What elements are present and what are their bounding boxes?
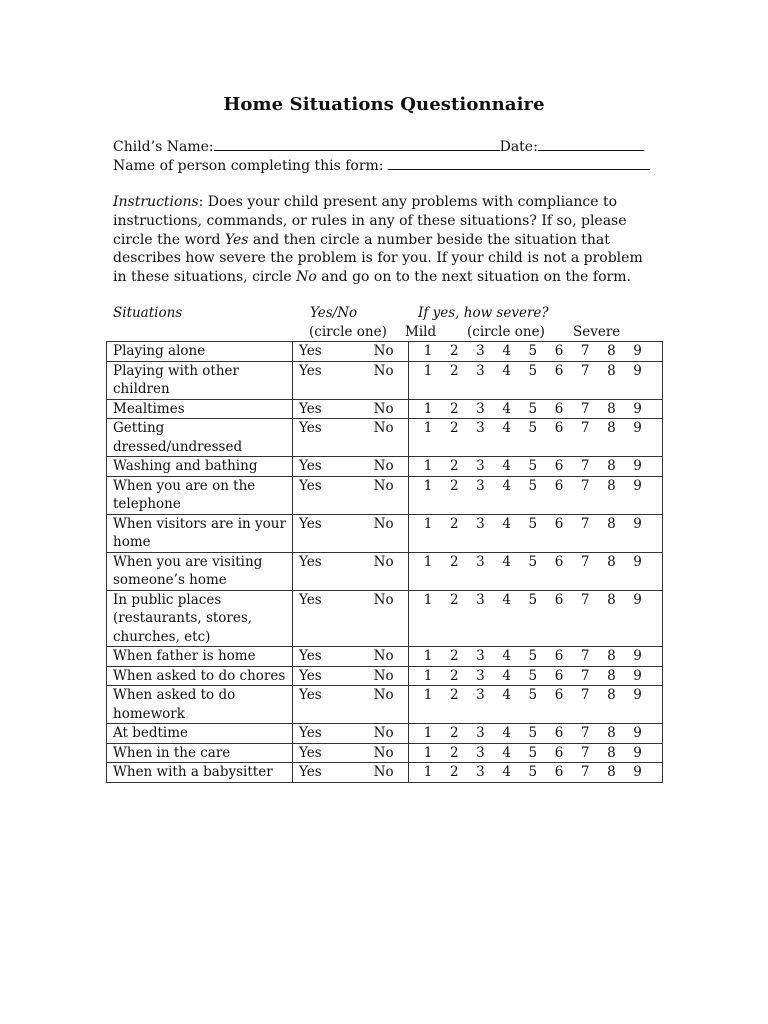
no-option[interactable]: No [373,515,394,532]
table-row [107,763,663,783]
severity-option[interactable]: 4 [502,343,511,359]
severity-option[interactable]: 3 [476,515,485,532]
severity-option[interactable]: 6 [554,515,564,532]
situation-cell: When visitors are in your home [107,514,293,552]
severity-option[interactable]: 2 [449,343,459,359]
severity-option[interactable]: 1 [423,667,433,684]
child-name-line [113,138,644,155]
severity-option[interactable]: 4 [502,667,511,684]
severity-option[interactable]: 4 [502,515,511,532]
yes-no-cell [293,476,409,514]
severity-option[interactable]: 8 [607,400,616,417]
yes-no-cell [293,647,409,667]
severity-option[interactable]: 5 [528,648,538,664]
severity-cell [409,590,663,647]
severity-cell [409,724,663,744]
severity-option[interactable]: 7 [580,477,590,494]
severity-option[interactable]: 7 [580,591,590,608]
severity-option[interactable]: 5 [528,744,538,761]
completer-name-field[interactable] [388,157,650,170]
yes-option[interactable]: Yes [299,648,322,664]
header-circle-one-severity: (circle one) [467,324,545,340]
yes-option[interactable]: Yes [299,343,322,359]
situation-cell: Mealtimes [107,399,293,419]
header-severe: Severe [573,324,621,340]
severity-option[interactable]: 5 [528,687,538,703]
severity-option[interactable]: 1 [423,515,433,532]
severity-option[interactable]: 3 [476,420,485,436]
severity-option[interactable]: 8 [607,458,616,474]
header-yes-no: Yes/No [310,305,358,321]
severity-option[interactable]: 7 [580,667,590,684]
severity-cell [409,647,663,667]
no-option[interactable]: No [373,343,394,359]
yes-option[interactable]: Yes [299,553,322,570]
header-mild: Mild [405,324,437,340]
severity-option[interactable]: 4 [502,400,511,417]
severity-option[interactable]: 9 [633,477,642,494]
severity-option[interactable]: 2 [449,362,459,379]
situation-cell: At bedtime [107,724,293,744]
severity-option[interactable]: 1 [423,764,433,780]
severity-cell [409,763,663,783]
severity-option[interactable]: 3 [476,458,485,474]
severity-option[interactable]: 6 [554,667,564,684]
instructions [113,193,658,287]
table-row [107,342,663,362]
table-row [107,666,663,686]
severity-option[interactable]: 9 [633,744,642,761]
severity-option[interactable]: 5 [528,477,538,494]
severity-option[interactable]: 2 [449,458,459,474]
date-label: Date: [499,139,538,155]
severity-option[interactable]: 4 [502,764,511,780]
yes-no-cell [293,552,409,590]
severity-option[interactable]: 9 [633,362,642,379]
severity-option[interactable]: 1 [423,725,433,741]
severity-option[interactable]: 8 [607,477,616,494]
no-option[interactable]: No [373,648,394,664]
completer-label: Name of person completing this form: [113,158,384,174]
severity-option[interactable]: 9 [633,515,642,532]
situation-cell: Washing and bathing [107,457,293,477]
severity-option[interactable]: 2 [449,648,459,664]
severity-option[interactable]: 5 [528,420,538,436]
severity-option[interactable]: 2 [449,515,459,532]
severity-option[interactable]: 6 [554,477,564,494]
severity-option[interactable]: 7 [580,725,590,741]
severity-option[interactable]: 5 [528,764,538,780]
yes-no-cell [293,763,409,783]
situation-cell: When asked to do chores [107,666,293,686]
yes-option[interactable]: Yes [299,400,322,417]
severity-option[interactable]: 1 [423,420,433,436]
severity-option[interactable]: 8 [607,648,616,664]
severity-option[interactable]: 2 [449,667,459,684]
severity-option[interactable]: 5 [528,362,538,379]
severity-option[interactable]: 6 [554,362,564,379]
severity-option[interactable]: 2 [449,725,459,741]
table-row [107,647,663,667]
severity-cell [409,552,663,590]
completer-line [113,157,650,174]
severity-option[interactable]: 1 [423,591,433,608]
severity-option[interactable]: 9 [633,458,642,474]
severity-option[interactable]: 1 [423,477,433,494]
severity-option[interactable]: 9 [633,725,642,741]
severity-cell [409,476,663,514]
table-row [107,457,663,477]
severity-option[interactable]: 5 [528,667,538,684]
severity-option[interactable]: 2 [449,764,459,780]
yes-option[interactable]: Yes [299,667,322,684]
severity-option[interactable]: 6 [554,343,564,359]
severity-cell [409,457,663,477]
severity-option[interactable]: 9 [633,343,642,359]
child-name-field[interactable] [214,138,500,151]
table-row [107,724,663,744]
yes-no-cell [293,457,409,477]
severity-option[interactable]: 4 [502,591,511,608]
severity-cell [409,419,663,457]
severity-cell [409,342,663,362]
situation-cell: When you are visiting someone’s home [107,552,293,590]
yes-no-cell [293,724,409,744]
table-row [107,361,663,399]
severity-option[interactable]: 6 [554,744,564,761]
no-option[interactable]: No [373,553,394,570]
table-row [107,743,663,763]
no-option[interactable]: No [373,362,394,379]
severity-option[interactable]: 3 [476,591,485,608]
severity-option[interactable]: 9 [633,591,642,608]
situation-cell: Playing with other children [107,361,293,399]
severity-option[interactable]: 4 [502,362,511,379]
severity-option[interactable]: 7 [580,458,590,474]
severity-option[interactable]: 4 [502,648,511,664]
severity-option[interactable]: 7 [580,553,590,570]
situation-cell: Getting dressed/undressed [107,419,293,457]
yes-no-cell [293,419,409,457]
yes-option[interactable]: Yes [299,764,322,780]
severity-option[interactable]: 9 [633,648,642,664]
severity-option[interactable]: 5 [528,515,538,532]
severity-option[interactable]: 4 [502,687,511,703]
severity-option[interactable]: 9 [633,687,642,703]
no-option[interactable]: No [373,764,394,780]
no-option[interactable]: No [373,667,394,684]
no-option[interactable]: No [373,458,394,474]
severity-option[interactable]: 3 [476,362,485,379]
yes-option[interactable]: Yes [299,477,322,494]
severity-cell [409,514,663,552]
severity-option[interactable]: 3 [476,343,485,359]
severity-option[interactable]: 3 [476,687,485,703]
instructions-text-1: : Does your child present any problems with compliance to instructions, commands, or rules in any of these situations? If so, please circle the word [113,194,627,248]
severity-option[interactable]: 6 [554,553,564,570]
no-option[interactable]: No [373,477,394,494]
severity-option[interactable]: 3 [476,725,485,741]
yes-option[interactable]: Yes [299,420,322,436]
severity-cell [409,666,663,686]
header-circle-one-yes-no: (circle one) [309,324,387,340]
severity-option[interactable]: 5 [528,343,538,359]
header-if-yes: If yes, how severe? [418,305,549,321]
severity-option[interactable]: 7 [580,648,590,664]
situations-table [106,341,663,783]
severity-option[interactable]: 3 [476,553,485,570]
severity-option[interactable]: 6 [554,458,564,474]
severity-option[interactable]: 1 [423,458,433,474]
no-option[interactable]: No [373,687,394,703]
severity-option[interactable]: 5 [528,458,538,474]
severity-option[interactable]: 4 [502,477,511,494]
severity-option[interactable]: 2 [449,477,459,494]
severity-option[interactable]: 7 [580,343,590,359]
instructions-no-word: No [296,269,317,286]
yes-no-cell [293,686,409,724]
severity-option[interactable]: 2 [449,400,459,417]
table-row [107,590,663,647]
severity-option[interactable]: 6 [554,591,564,608]
severity-option[interactable]: 4 [502,458,511,474]
yes-option[interactable]: Yes [299,515,322,532]
severity-option[interactable]: 4 [502,420,511,436]
instructions-text-3: and go on to the next situation on the form. [316,269,631,286]
severity-option[interactable]: 7 [580,687,590,703]
severity-option[interactable]: 6 [554,725,564,741]
severity-option[interactable]: 8 [607,515,616,532]
yes-option[interactable]: Yes [299,744,322,761]
severity-option[interactable]: 3 [476,477,485,494]
severity-option[interactable]: 1 [423,687,433,703]
severity-option[interactable]: 9 [633,764,642,780]
situation-cell: When you are on the telephone [107,476,293,514]
yes-no-cell [293,361,409,399]
severity-option[interactable]: 4 [502,553,511,570]
instructions-text-2: and then circle a number beside the situation that describes how severe the problem is for you. If your child is not a problem in these situations, circle [113,231,643,286]
severity-option[interactable]: 7 [580,515,590,532]
severity-option[interactable]: 3 [476,667,485,684]
situation-cell: When father is home [107,647,293,667]
yes-no-cell [293,342,409,362]
yes-option[interactable]: Yes [299,591,322,608]
severity-cell [409,399,663,419]
severity-option[interactable]: 8 [607,725,616,741]
severity-option[interactable]: 9 [633,667,642,684]
child-name-label: Child’s Name: [113,139,214,155]
severity-option[interactable]: 4 [502,725,511,741]
severity-option[interactable]: 6 [554,400,564,417]
severity-option[interactable]: 2 [449,744,459,761]
severity-option[interactable]: 2 [449,420,459,436]
severity-option[interactable]: 5 [528,400,538,417]
severity-option[interactable]: 7 [580,420,590,436]
date-field[interactable] [538,138,644,151]
situation-cell: In public places (restaurants, stores, churches, etc) [107,590,293,647]
table-row [107,552,663,590]
no-option[interactable]: No [373,400,394,417]
yes-no-cell [293,666,409,686]
severity-option[interactable]: 5 [528,725,538,741]
severity-option[interactable]: 8 [607,362,616,379]
severity-option[interactable]: 6 [554,687,564,703]
severity-option[interactable]: 4 [502,744,511,761]
severity-option[interactable]: 9 [633,400,642,417]
table-row [107,419,663,457]
severity-option[interactable]: 9 [633,420,642,436]
header-situations: Situations [113,305,183,321]
severity-option[interactable]: 2 [449,591,459,608]
severity-option[interactable]: 8 [607,744,616,761]
situation-cell: Playing alone [107,342,293,362]
yes-no-cell [293,743,409,763]
situation-cell: When asked to do homework [107,686,293,724]
severity-option[interactable]: 1 [423,648,433,664]
table-row [107,514,663,552]
yes-no-cell [293,590,409,647]
severity-option[interactable]: 3 [476,764,485,780]
severity-option[interactable]: 1 [423,362,433,379]
severity-option[interactable]: 3 [476,744,485,761]
severity-option[interactable]: 2 [449,553,459,570]
severity-cell [409,743,663,763]
yes-option[interactable]: Yes [299,725,322,741]
severity-option[interactable]: 8 [607,553,616,570]
severity-option[interactable]: 1 [423,343,433,359]
table-row [107,686,663,724]
no-option[interactable]: No [373,744,394,761]
yes-option[interactable]: Yes [299,687,322,703]
severity-option[interactable]: 6 [554,648,564,664]
page-title: Home Situations Questionnaire [223,94,545,115]
yes-option[interactable]: Yes [299,458,322,474]
severity-option[interactable]: 8 [607,687,616,703]
severity-option[interactable]: 2 [449,687,459,703]
severity-option[interactable]: 8 [607,343,616,359]
table-row [107,399,663,419]
severity-option[interactable]: 3 [476,400,485,417]
severity-option[interactable]: 8 [607,667,616,684]
severity-option[interactable]: 6 [554,764,564,780]
severity-option[interactable]: 5 [528,591,538,608]
severity-option[interactable]: 8 [607,764,616,780]
severity-option[interactable]: 7 [580,400,590,417]
severity-cell [409,361,663,399]
yes-no-cell [293,514,409,552]
severity-option[interactable]: 1 [423,744,433,761]
no-option[interactable]: No [373,725,394,741]
severity-option[interactable]: 7 [580,764,590,780]
severity-option[interactable]: 7 [580,362,590,379]
instructions-yes-word: Yes [224,231,249,248]
no-option[interactable]: No [373,420,394,436]
severity-option[interactable]: 8 [607,420,616,436]
severity-option[interactable]: 1 [423,553,433,570]
severity-option[interactable]: 3 [476,648,485,664]
severity-option[interactable]: 8 [607,591,616,608]
severity-cell [409,686,663,724]
yes-no-cell [293,399,409,419]
yes-option[interactable]: Yes [299,362,322,379]
situation-cell: When in the care [107,743,293,763]
severity-option[interactable]: 5 [528,553,538,570]
severity-option[interactable]: 7 [580,744,590,761]
severity-option[interactable]: 6 [554,420,564,436]
severity-option[interactable]: 9 [633,553,642,570]
no-option[interactable]: No [373,591,394,608]
table-row [107,476,663,514]
severity-option[interactable]: 1 [423,400,433,417]
situation-cell: When with a babysitter [107,763,293,783]
instructions-label: Instructions [113,194,199,210]
